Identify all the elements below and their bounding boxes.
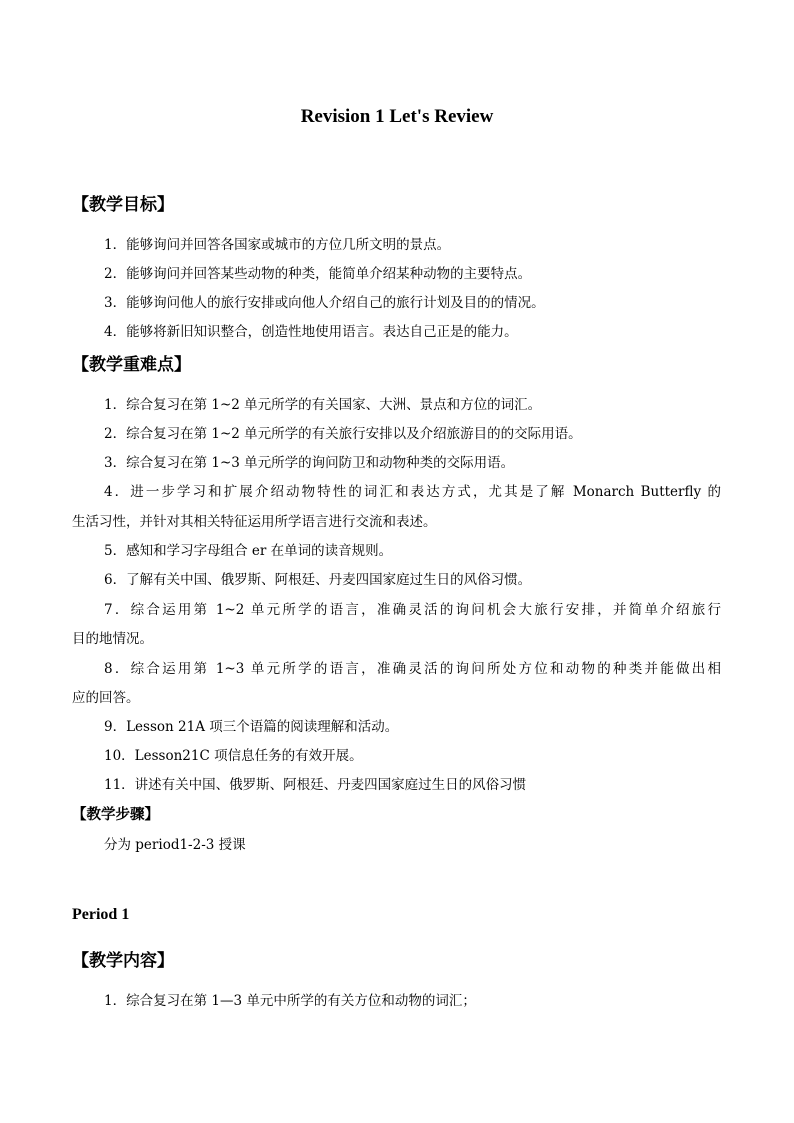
key-point-item-4-cont: 生活习性，并针对其相关特征运用所学语言进行交流和表述。	[72, 514, 437, 530]
key-point-item-6: 6．了解有关中国、俄罗斯、阿根廷、丹麦四国家庭过生日的风俗习惯。	[104, 572, 532, 588]
period-title: Period 1	[72, 906, 130, 923]
key-points-heading: 【教学重难点】	[72, 355, 191, 375]
key-point-item-8: 8．综合运用第 1~3 单元所学的语言，准确灵活的询问所处方位和动物的种类并能做出相	[104, 661, 721, 677]
key-point-item-1: 1．综合复习在第 1~2 单元所学的有关国家、大洲、景点和方位的词汇。	[104, 397, 542, 413]
document-title: Revision 1 Let's Review	[300, 106, 494, 127]
key-point-item-2: 2．综合复习在第 1~2 单元所学的有关旅行安排以及介绍旅游目的的交际用语。	[104, 426, 582, 442]
key-point-item-3: 3．综合复习在第 1~3 单元所学的询问防卫和动物种类的交际用语。	[104, 455, 515, 471]
key-point-item-9: 9．Lesson 21A 项三个语篇的阅读理解和活动。	[104, 719, 399, 735]
key-point-item-5: 5．感知和学习字母组合 er 在单词的读音规则。	[104, 543, 393, 559]
key-point-item-7: 7．综合运用第 1~2 单元所学的语言，准确灵活的询问机会大旅行安排，并简单介绍旅行	[104, 602, 721, 618]
content-heading: 【教学内容】	[72, 951, 174, 971]
steps-text: 分为 period1-2-3 授课	[104, 837, 246, 853]
key-point-item-4: 4．进一步学习和扩展介绍动物特性的词汇和表达方式，尤其是了解 Monarch Butterfly 的	[104, 484, 721, 500]
steps-heading: 【教学步骤】	[72, 806, 159, 823]
content-item-1: 1．综合复习在第 1—3 单元中所学的有关方位和动物的词汇；	[104, 993, 476, 1009]
goal-item-1: 1．能够询问并回答各国家或城市的方位几所文明的景点。	[104, 237, 451, 253]
goal-item-2: 2．能够询问并回答某些动物的种类，能简单介绍某种动物的主要特点。	[104, 266, 532, 282]
key-point-item-7-cont: 目的地情况。	[72, 631, 153, 647]
key-point-item-8-cont: 应的回答。	[72, 690, 140, 706]
goal-item-3: 3．能够询问他人的旅行安排或向他人介绍自己的旅行计划及目的的情况。	[104, 295, 545, 311]
key-point-item-11: 11．讲述有关中国、俄罗斯、阿根廷、丹麦四国家庭过生日的风俗习惯	[104, 777, 527, 793]
goal-item-4: 4．能够将新旧知识整合，创造性地使用语言。表达自己正是的能力。	[104, 324, 518, 340]
goals-heading: 【教学目标】	[72, 195, 174, 215]
key-point-item-10: 10．Lesson21C 项信息任务的有效开展。	[104, 748, 363, 764]
